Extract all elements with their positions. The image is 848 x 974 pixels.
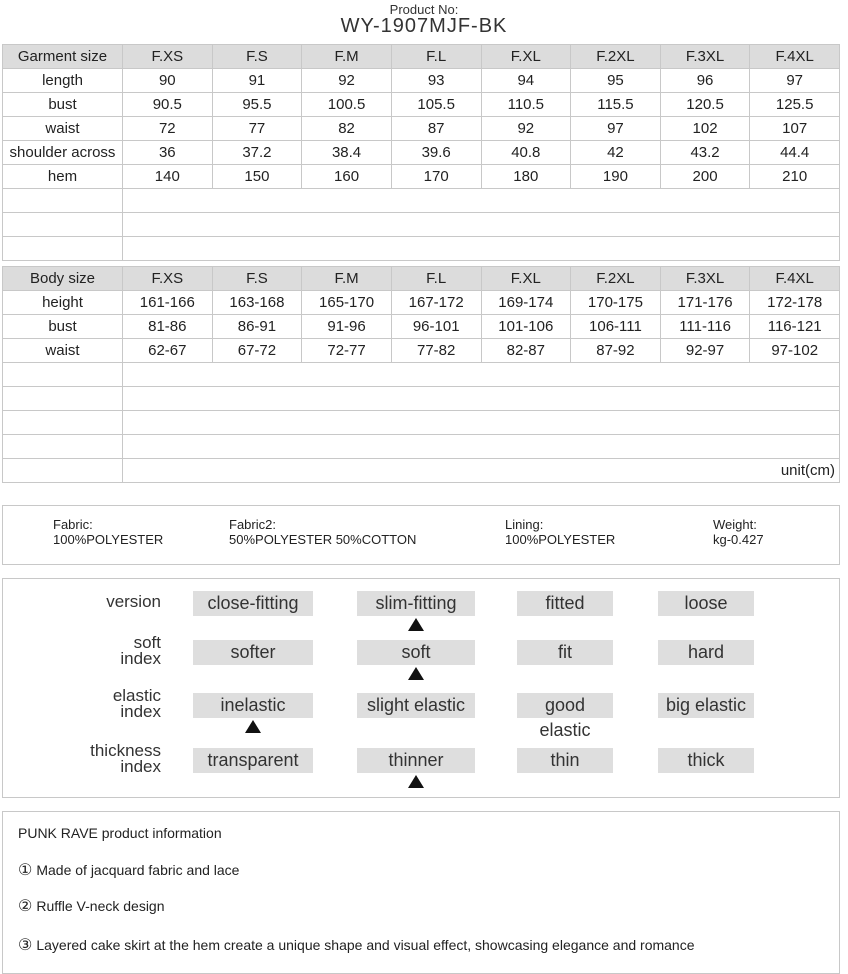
table-cell: 77-82	[391, 339, 481, 363]
fit-option: good elastic	[517, 693, 613, 718]
fabric-item	[53, 517, 163, 547]
table-cell: 167-172	[391, 291, 481, 315]
fabric2-value: 50%POLYESTER 50%COTTON	[229, 532, 417, 547]
table-row	[3, 291, 840, 315]
empty-row	[3, 387, 840, 411]
empty-cell	[123, 237, 840, 261]
fit-row-label	[41, 688, 161, 720]
header-cell: Garment size	[3, 45, 123, 69]
empty-cell	[123, 411, 840, 435]
header-cell: F.4XL	[750, 45, 840, 69]
info-item	[18, 935, 695, 955]
header-cell: F.XL	[481, 267, 571, 291]
empty-cell	[3, 459, 123, 483]
table-cell: 170	[391, 165, 481, 189]
empty-cell	[3, 189, 123, 213]
lining-item	[505, 517, 615, 547]
empty-cell	[3, 237, 123, 261]
empty-row	[3, 459, 840, 483]
table-row	[3, 315, 840, 339]
empty-cell	[123, 213, 840, 237]
fabric2-label: Fabric2:	[229, 517, 276, 532]
empty-row	[3, 411, 840, 435]
empty-cell	[123, 435, 840, 459]
table-cell: 111-116	[660, 315, 750, 339]
header-cell: F.L	[391, 267, 481, 291]
table-cell: 160	[302, 165, 392, 189]
header-cell: F.2XL	[571, 45, 661, 69]
fabric2-item	[229, 517, 416, 547]
row-label-cell: bust	[3, 93, 123, 117]
table-cell: 171-176	[660, 291, 750, 315]
table-header-row	[3, 45, 840, 69]
table-cell: 190	[571, 165, 661, 189]
weight-value: kg-0.427	[713, 532, 764, 547]
table-cell: 77	[212, 117, 302, 141]
fit-option: slight elastic	[357, 693, 475, 718]
table-cell: 81-86	[123, 315, 213, 339]
fit-label-line: index	[120, 702, 161, 721]
table-cell: 62-67	[123, 339, 213, 363]
fit-option: thick	[658, 748, 754, 773]
empty-cell	[3, 411, 123, 435]
table-row	[3, 339, 840, 363]
lining-label: Lining:	[505, 517, 544, 532]
table-cell: 102	[660, 117, 750, 141]
fit-row-label	[41, 635, 161, 667]
table-cell: 115.5	[571, 93, 661, 117]
table-cell: 140	[123, 165, 213, 189]
selected-indicator-icon	[408, 667, 424, 680]
body-size-table	[2, 266, 840, 483]
table-cell: 38.4	[302, 141, 392, 165]
table-cell: 94	[481, 69, 571, 93]
table-cell: 170-175	[571, 291, 661, 315]
fit-option: fit	[517, 640, 613, 665]
table-cell: 107	[750, 117, 840, 141]
table-cell: 97	[750, 69, 840, 93]
fit-option: loose	[658, 591, 754, 616]
header-cell: F.4XL	[750, 267, 840, 291]
row-label-cell: bust	[3, 315, 123, 339]
table-cell: 95	[571, 69, 661, 93]
table-cell: 82	[302, 117, 392, 141]
fit-label-line: index	[120, 649, 161, 668]
fit-option: inelastic	[193, 693, 313, 718]
fit-index-panel	[2, 578, 840, 798]
empty-cell	[3, 213, 123, 237]
table-cell: 91-96	[302, 315, 392, 339]
table-header-row	[3, 267, 840, 291]
fit-option: transparent	[193, 748, 313, 773]
table-cell: 72	[123, 117, 213, 141]
fit-option: thinner	[357, 748, 475, 773]
empty-cell	[123, 387, 840, 411]
table-cell: 105.5	[391, 93, 481, 117]
table-cell: 37.2	[212, 141, 302, 165]
table-cell: 172-178	[750, 291, 840, 315]
table-cell: 120.5	[660, 93, 750, 117]
weight-label: Weight:	[713, 517, 757, 532]
fit-label-line: version	[106, 592, 161, 611]
fabric-value: 100%POLYESTER	[53, 532, 164, 547]
weight-item	[713, 517, 764, 547]
table-cell: 67-72	[212, 339, 302, 363]
row-label-cell: shoulder across	[3, 141, 123, 165]
row-label-cell: waist	[3, 339, 123, 363]
table-cell: 200	[660, 165, 750, 189]
fabric-label: Fabric:	[53, 517, 93, 532]
table-cell: 150	[212, 165, 302, 189]
empty-row	[3, 213, 840, 237]
product-number: WY-1907MJF-BK	[340, 15, 508, 37]
table-cell: 95.5	[212, 93, 302, 117]
empty-row	[3, 435, 840, 459]
header-cell: F.3XL	[660, 45, 750, 69]
header-cell: F.S	[212, 267, 302, 291]
table-cell: 116-121	[750, 315, 840, 339]
table-cell: 86-91	[212, 315, 302, 339]
table-cell: 43.2	[660, 141, 750, 165]
table-cell: 210	[750, 165, 840, 189]
product-no-label: Product No:	[389, 2, 459, 17]
empty-row	[3, 363, 840, 387]
empty-row	[3, 189, 840, 213]
fabric-info-panel	[2, 505, 840, 565]
table-cell: 36	[123, 141, 213, 165]
fit-label-line: elastic	[112, 686, 161, 705]
header-cell: F.XS	[123, 267, 213, 291]
table-cell: 97-102	[750, 339, 840, 363]
table-cell: 82-87	[481, 339, 571, 363]
table-cell: 72-77	[302, 339, 392, 363]
table-cell: 96	[660, 69, 750, 93]
fit-option: softer	[193, 640, 313, 665]
circled-number-icon: ③	[18, 937, 33, 954]
fit-label-line: thickness	[90, 741, 161, 760]
row-label-cell: hem	[3, 165, 123, 189]
table-cell: 92	[481, 117, 571, 141]
table-cell: 87-92	[571, 339, 661, 363]
table-cell: 92	[302, 69, 392, 93]
header-cell: F.3XL	[660, 267, 750, 291]
header-cell: F.M	[302, 267, 392, 291]
table-cell: 110.5	[481, 93, 571, 117]
table-cell: 169-174	[481, 291, 571, 315]
product-info-panel	[2, 811, 840, 974]
table-cell: 100.5	[302, 93, 392, 117]
table-cell: 91	[212, 69, 302, 93]
unit-label: unit(cm)	[780, 462, 835, 479]
header-cell: F.L	[391, 45, 481, 69]
info-item-text: Ruffle V-neck design	[36, 898, 165, 914]
table-cell: 44.4	[750, 141, 840, 165]
table-cell: 125.5	[750, 93, 840, 117]
table-cell: 165-170	[302, 291, 392, 315]
empty-cell	[3, 387, 123, 411]
table-cell: 92-97	[660, 339, 750, 363]
table-cell: 180	[481, 165, 571, 189]
header-cell: F.M	[302, 45, 392, 69]
table-cell: 161-166	[123, 291, 213, 315]
table-cell: 90.5	[123, 93, 213, 117]
info-item-text: Made of jacquard fabric and lace	[36, 862, 240, 878]
info-item	[18, 896, 165, 916]
fit-label-line: soft	[133, 633, 161, 652]
empty-cell	[123, 459, 840, 483]
table-cell: 39.6	[391, 141, 481, 165]
empty-row	[3, 237, 840, 261]
fit-row-label	[41, 594, 161, 610]
info-item-text: Layered cake skirt at the hem create a unique shape and visual effect, showcasing elegance and romance	[36, 937, 695, 953]
header-cell: F.XS	[123, 45, 213, 69]
table-cell: 163-168	[212, 291, 302, 315]
fit-option: slim-fitting	[357, 591, 475, 616]
row-label-cell: length	[3, 69, 123, 93]
fit-option: close-fitting	[193, 591, 313, 616]
fit-option: fitted	[517, 591, 613, 616]
garment-size-table	[2, 44, 840, 261]
header-cell: Body size	[3, 267, 123, 291]
table-row	[3, 69, 840, 93]
fit-option: thin	[517, 748, 613, 773]
table-row	[3, 141, 840, 165]
empty-cell	[3, 363, 123, 387]
selected-indicator-icon	[408, 618, 424, 631]
info-title: PUNK RAVE product information	[18, 825, 222, 841]
row-label-cell: height	[3, 291, 123, 315]
table-cell: 97	[571, 117, 661, 141]
table-row	[3, 93, 840, 117]
fit-option: big elastic	[658, 693, 754, 718]
fit-option: soft	[357, 640, 475, 665]
table-cell: 40.8	[481, 141, 571, 165]
circled-number-icon: ①	[18, 862, 33, 879]
table-cell: 101-106	[481, 315, 571, 339]
header-cell: F.2XL	[571, 267, 661, 291]
header-cell: F.XL	[481, 45, 571, 69]
table-cell: 93	[391, 69, 481, 93]
table-cell: 87	[391, 117, 481, 141]
table-cell: 96-101	[391, 315, 481, 339]
circled-number-icon: ②	[18, 898, 33, 915]
table-cell: 90	[123, 69, 213, 93]
table-cell: 42	[571, 141, 661, 165]
fit-row-label	[41, 743, 161, 775]
row-label-cell: waist	[3, 117, 123, 141]
info-item	[18, 860, 239, 880]
empty-cell	[3, 435, 123, 459]
fit-option: hard	[658, 640, 754, 665]
fit-label-line: index	[120, 757, 161, 776]
header-cell: F.S	[212, 45, 302, 69]
empty-cell	[123, 189, 840, 213]
selected-indicator-icon	[408, 775, 424, 788]
lining-value: 100%POLYESTER	[505, 532, 616, 547]
table-row	[3, 117, 840, 141]
table-row	[3, 165, 840, 189]
selected-indicator-icon	[245, 720, 261, 733]
empty-cell	[123, 363, 840, 387]
table-cell: 106-111	[571, 315, 661, 339]
